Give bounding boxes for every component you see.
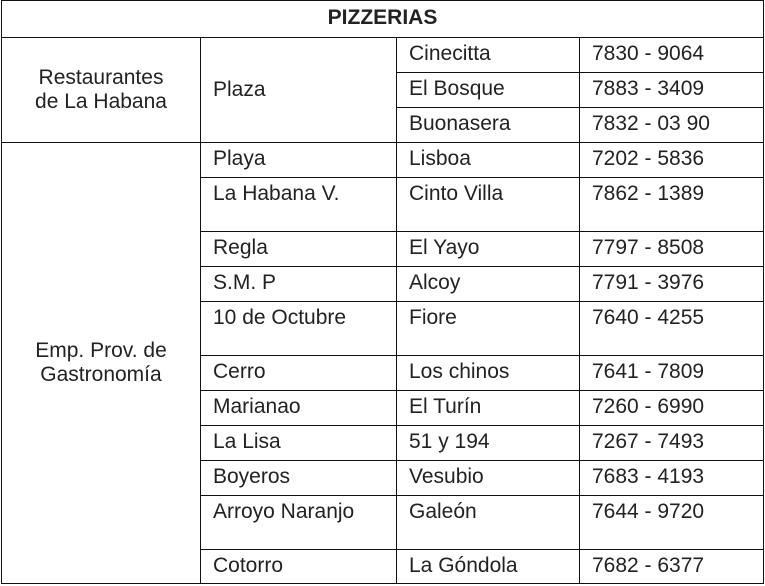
table-row	[2, 143, 764, 178]
name-cell: 51 y 194	[397, 426, 580, 461]
zone-cell: Boyeros	[201, 461, 397, 496]
org-line: Emp. Prov. de	[35, 339, 167, 362]
phone-cell: 7683 - 4193	[580, 461, 764, 496]
name-cell: Buonasera	[397, 108, 580, 143]
name-cell: El Yayo	[397, 232, 580, 267]
name-cell: Lisboa	[397, 143, 580, 178]
phone-cell: 7830 - 9064	[580, 38, 764, 73]
name-cell: Fiore	[397, 302, 580, 356]
phone-cell: 7682 - 6377	[580, 550, 764, 584]
zone-cell: Arroyo Naranjo	[201, 496, 397, 550]
name-cell: Los chinos	[397, 356, 580, 391]
org-cell-gastronomia	[2, 143, 201, 584]
name-cell: Cinto Villa	[397, 178, 580, 232]
phone-cell: 7862 - 1389	[580, 178, 764, 232]
zone-cell: 10 de Octubre	[201, 302, 397, 356]
zone-cell: Marianao	[201, 391, 397, 426]
phone-cell: 7644 - 9720	[580, 496, 764, 550]
zone-cell: La Habana V.	[201, 178, 397, 232]
zone-cell: Regla	[201, 232, 397, 267]
zone-cell: Plaza	[201, 38, 397, 143]
title-row	[2, 1, 764, 38]
phone-cell: 7641 - 7809	[580, 356, 764, 391]
name-cell: Alcoy	[397, 267, 580, 302]
table-row	[2, 38, 764, 73]
zone-cell: La Lisa	[201, 426, 397, 461]
zone-cell: Cerro	[201, 356, 397, 391]
name-cell: La Góndola	[397, 550, 580, 584]
name-cell: Vesubio	[397, 461, 580, 496]
phone-cell: 7791 - 3976	[580, 267, 764, 302]
phone-cell: 7797 - 8508	[580, 232, 764, 267]
name-cell: Cinecitta	[397, 38, 580, 73]
zone-cell: S.M. P	[201, 267, 397, 302]
phone-cell: 7260 - 6990	[580, 391, 764, 426]
phone-cell: 7202 - 5836	[580, 143, 764, 178]
name-cell: El Turín	[397, 391, 580, 426]
table-title: PIZZERIAS	[2, 1, 764, 38]
name-cell: El Bosque	[397, 73, 580, 108]
phone-cell: 7883 - 3409	[580, 73, 764, 108]
org-line: Restaurantes	[38, 66, 164, 89]
org-line: de La Habana	[35, 90, 167, 113]
zone-cell: Cotorro	[201, 550, 397, 584]
phone-cell: 7267 - 7493	[580, 426, 764, 461]
org-cell-restaurantes	[2, 38, 201, 143]
name-cell: Galeón	[397, 496, 580, 550]
org-line: Gastronomía	[40, 363, 162, 386]
phone-cell: 7640 - 4255	[580, 302, 764, 356]
pizzerias-table	[1, 0, 764, 584]
phone-cell: 7832 - 03 90	[580, 108, 764, 143]
zone-cell: Playa	[201, 143, 397, 178]
